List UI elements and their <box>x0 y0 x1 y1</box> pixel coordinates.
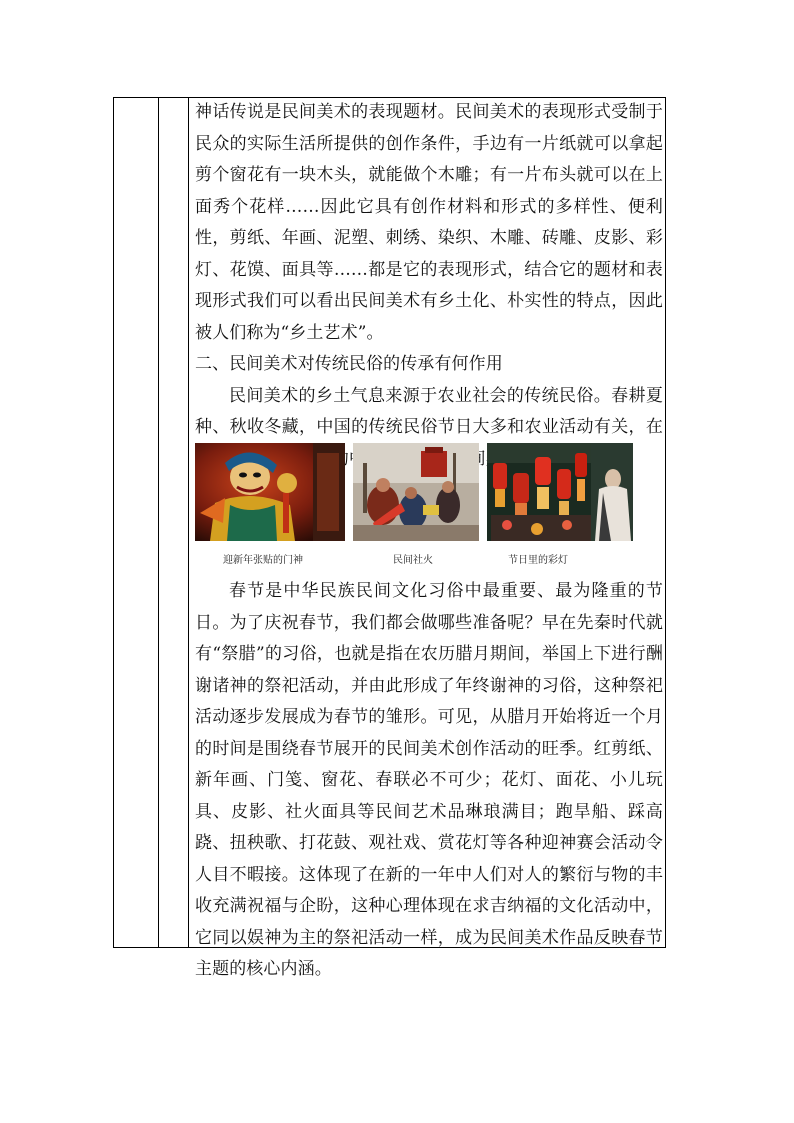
paragraph-spring-festival: 春节是中华民族民间文化习俗中最重要、最为隆重的节日。为了庆祝春节，我们都会做哪些准备呢？早在先秦时代就有“祭腊”的习俗，也就是指在农历腊月期间，举国上下进行酬谢诸神的祭祀活动，并由此形成了年终谢神的习俗，这种祭祀活动逐步发展成为春节的雏形。可见，从腊月开始将近一个月的时间是围绕春节展开的民间美术创作活动的旺季。红剪纸、新年画、门笺、窗花、春联必不可少；花灯、面花、小儿玩具、皮影、社火面具等民间艺术品琳琅满目；跑旱船、踩高跷、扭秧歌、打花鼓、观社戏、赏花灯等各种迎神赛会活动令人目不暇接。这体现了在新的一年中人们对人的繁衍与物的丰收充满祝福与企盼，这种心理体现在求吉纳福的文化活动中，它同以娱神为主的祭祀活动一样，成为民间美术作品反映春节主题的核心内涵。 <box>195 581 663 979</box>
section-heading: 二、民间美术对传统民俗的传承有何作用 <box>195 354 503 374</box>
table-column-divider-2 <box>188 98 189 947</box>
content-cell-lower <box>195 576 663 986</box>
festival-lanterns-icon <box>487 443 633 541</box>
door-god-painting-icon <box>195 443 345 541</box>
caption-door-god: 迎新年张贴的门神 <box>223 555 303 566</box>
content-cell <box>195 97 663 475</box>
folk-shehuo-performance-icon <box>353 443 479 541</box>
paragraph-folk-customs: 民间美术的乡土气息来源于农业社会的传统民俗。春耕夏种、秋收冬藏，中国的传统民俗节日大多和农业活动有关，在 动中 间美 <box>195 385 663 469</box>
table-column-divider-1 <box>158 98 159 947</box>
caption-lanterns: 节日里的彩灯 <box>508 555 568 566</box>
caption-shehuo: 民间社火 <box>393 555 433 566</box>
paragraph-folk-art-forms: 神话传说是民间美术的表现题材。民间美术的表现形式受制于民众的实际生活所提供的创作条件，手边有一片纸就可以拿起剪个窗花有一块木头，就能做个木雕；有一片布头就可以在上面秀个花样……因此它具有创作材料和形式的多样性、便利性，剪纸、年画、泥塑、刺绣、染织、木雕、砖雕、皮影、彩灯、花馍、面具等……都是它的表现形式，结合它的题材和表现形式我们可以看出民间美术有乡土化、朴实性的特点，因此被人们称为“乡土艺术”。 <box>195 102 663 343</box>
figure-row <box>195 443 655 573</box>
